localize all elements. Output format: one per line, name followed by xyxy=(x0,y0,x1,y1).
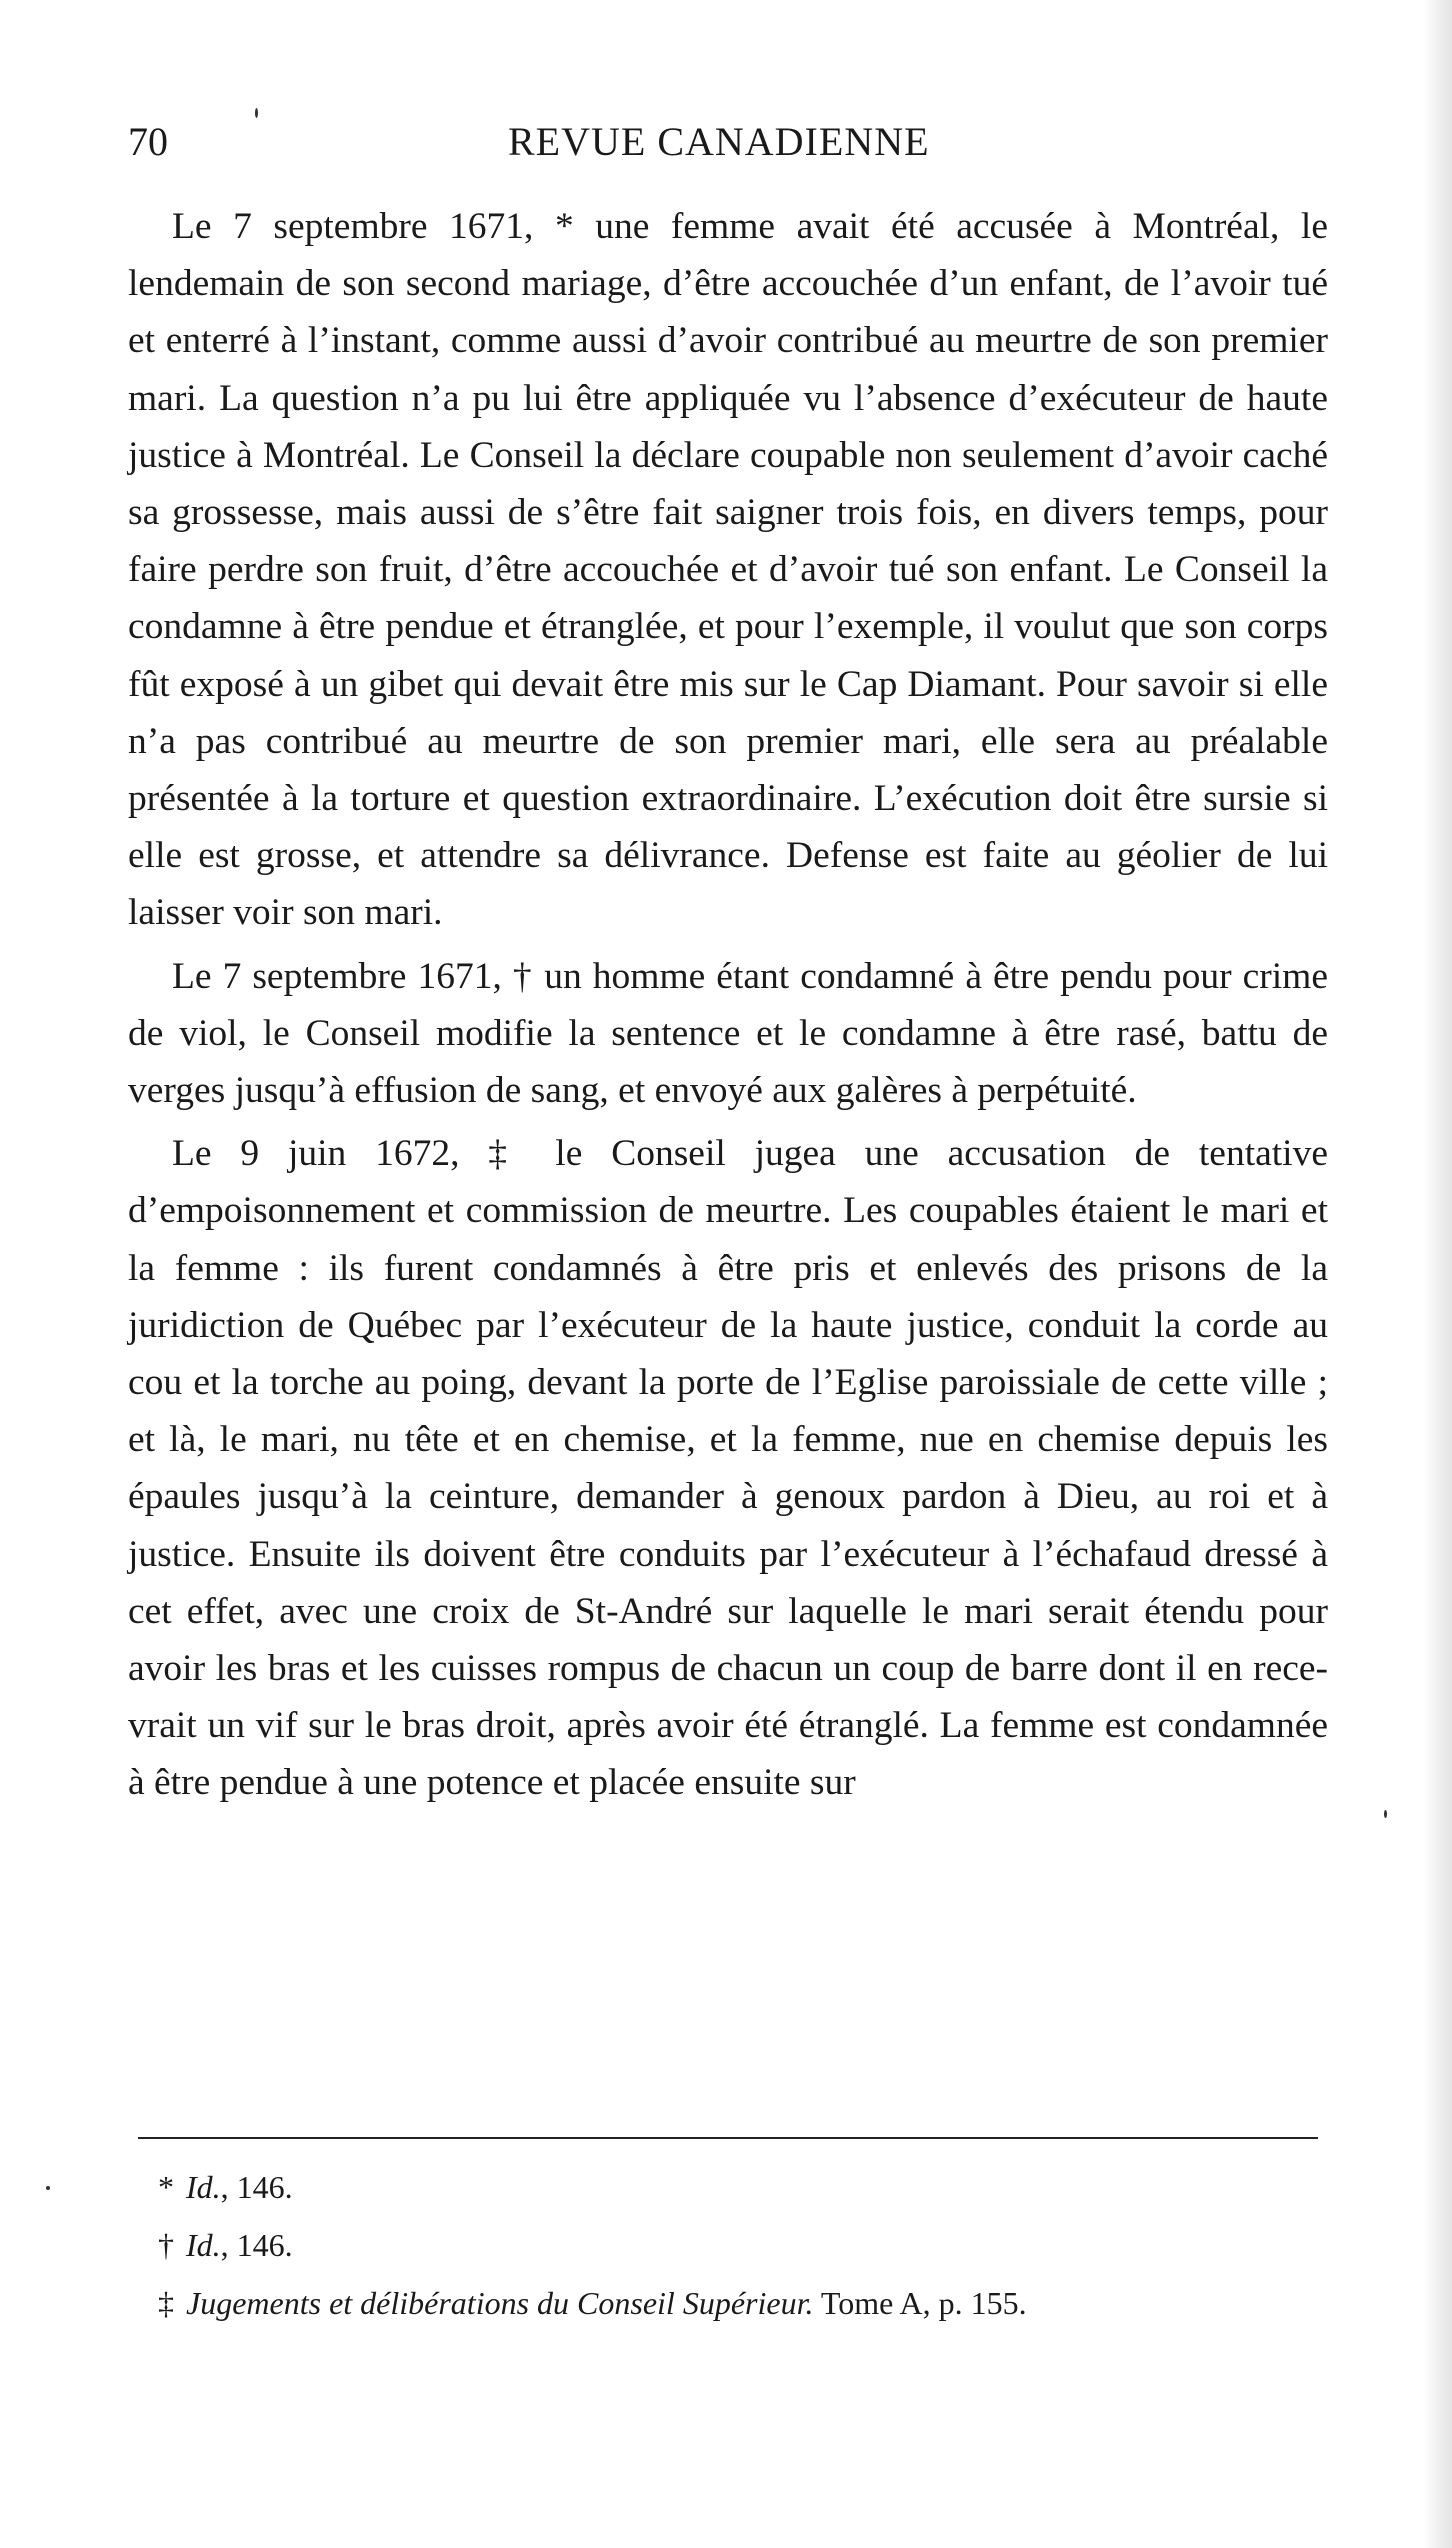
paragraph-3: Le 9 juin 1672, ‡ le Conseil jugea une accusation de tentative d’empoisonnement et commission de meurtre. Les coupables étaient le mari et la femme : ils furent condamnés à être pris et enlevés des prisons de la juridiction de Québec par l’exécuteur de la haute justice, conduit la corde au cou et la torche au poing, devant la porte de l’Eglise paroissiale de cette ville ; et là, le mari, nu tête et en chemise, et la femme, nue en chemise depuis les épaules jusqu’à la ceinture, demander à genoux pardon à Dieu, au roi et à justice. Ensuite ils doivent être conduits par l’exécuteur à l’échafaud dressé à cet effet, avec une croix de St-André sur laquelle le mari serait étendu pour avoir les bras et les cuisses rompus de chacun un coup de barre dont il en recevrait un vif sur le bras droit, après avoir été étranglé. La femme est condamnée à être pendue à une potence et placée ensuite sur xyxy=(128,1133,1328,1804)
footnote-detail: Tome A, p. 155. xyxy=(813,2285,1027,2321)
footnote-reference: Id. xyxy=(186,2169,221,2205)
scan-speck xyxy=(46,2186,50,2190)
footnote-detail: , 146. xyxy=(220,2227,293,2263)
footnote-3 xyxy=(158,2274,1308,2332)
scan-edge-shadow xyxy=(1424,0,1452,2548)
page-number: 70 xyxy=(128,119,168,164)
footnotes xyxy=(158,2158,1308,2332)
running-title: REVUE CANADIENNE xyxy=(508,119,930,164)
footnote-divider xyxy=(138,2137,1318,2139)
footnote-symbol: * xyxy=(158,2169,174,2205)
body-text xyxy=(128,198,1328,1818)
footnote-2 xyxy=(158,2216,1308,2274)
footnote-reference: Id. xyxy=(186,2227,221,2263)
footnote-detail: , 146. xyxy=(220,2169,293,2205)
paragraph-1: Le 7 septembre 1671, * une femme avait été accusée à Montréal, le lendemain de son second mariage, d’être accouchée d’un enfant, de l’avoir tué et enterré à l’instant, comme aussi d’avoir contribué au meurtre de son premier mari. La question n’a pu lui être appliquée vu l’absence d’exécuteur de haute justice à Montréal. Le Conseil la déclare coupable non seulement d’avoir caché sa grossesse, mais aussi de s’être fait saigner trois fois, en divers temps, pour faire perdre son fruit, d’être accouchée et d’avoir tué son enfant. Le Conseil la condamne à être pendue et étranglée, et pour l’exemple, il voulut que son corps fût exposé à un gibet qui devait être mis sur le Cap Diamant. Pour savoir si elle n’a pas contribué au meurtre de son premier mari, elle sera au préalable présentée à la torture et question extraordinaire. L’exécution doit être sursie si elle est grosse, et attendre sa délivrance. Defense est faite au géolier de lui laisser voir son mari. xyxy=(128,206,1328,934)
scan-speck xyxy=(1384,1810,1387,1818)
page-header xyxy=(128,118,1328,174)
footnote-1 xyxy=(158,2158,1308,2216)
footnote-symbol: ‡ xyxy=(158,2285,174,2321)
scan-speck xyxy=(255,108,258,118)
paragraph-2: Le 7 septembre 1671, † un homme étant condamné à être pendu pour crime de viol, le Conseil modifie la sentence et le condamne à être rasé, battu de verges jusqu’à effusion de sang, et envoyé aux galères à perpétuité. xyxy=(128,955,1328,1112)
footnote-reference: Jugements et délibérations du Conseil Supérieur. xyxy=(186,2285,814,2321)
footnote-symbol: † xyxy=(158,2227,174,2263)
